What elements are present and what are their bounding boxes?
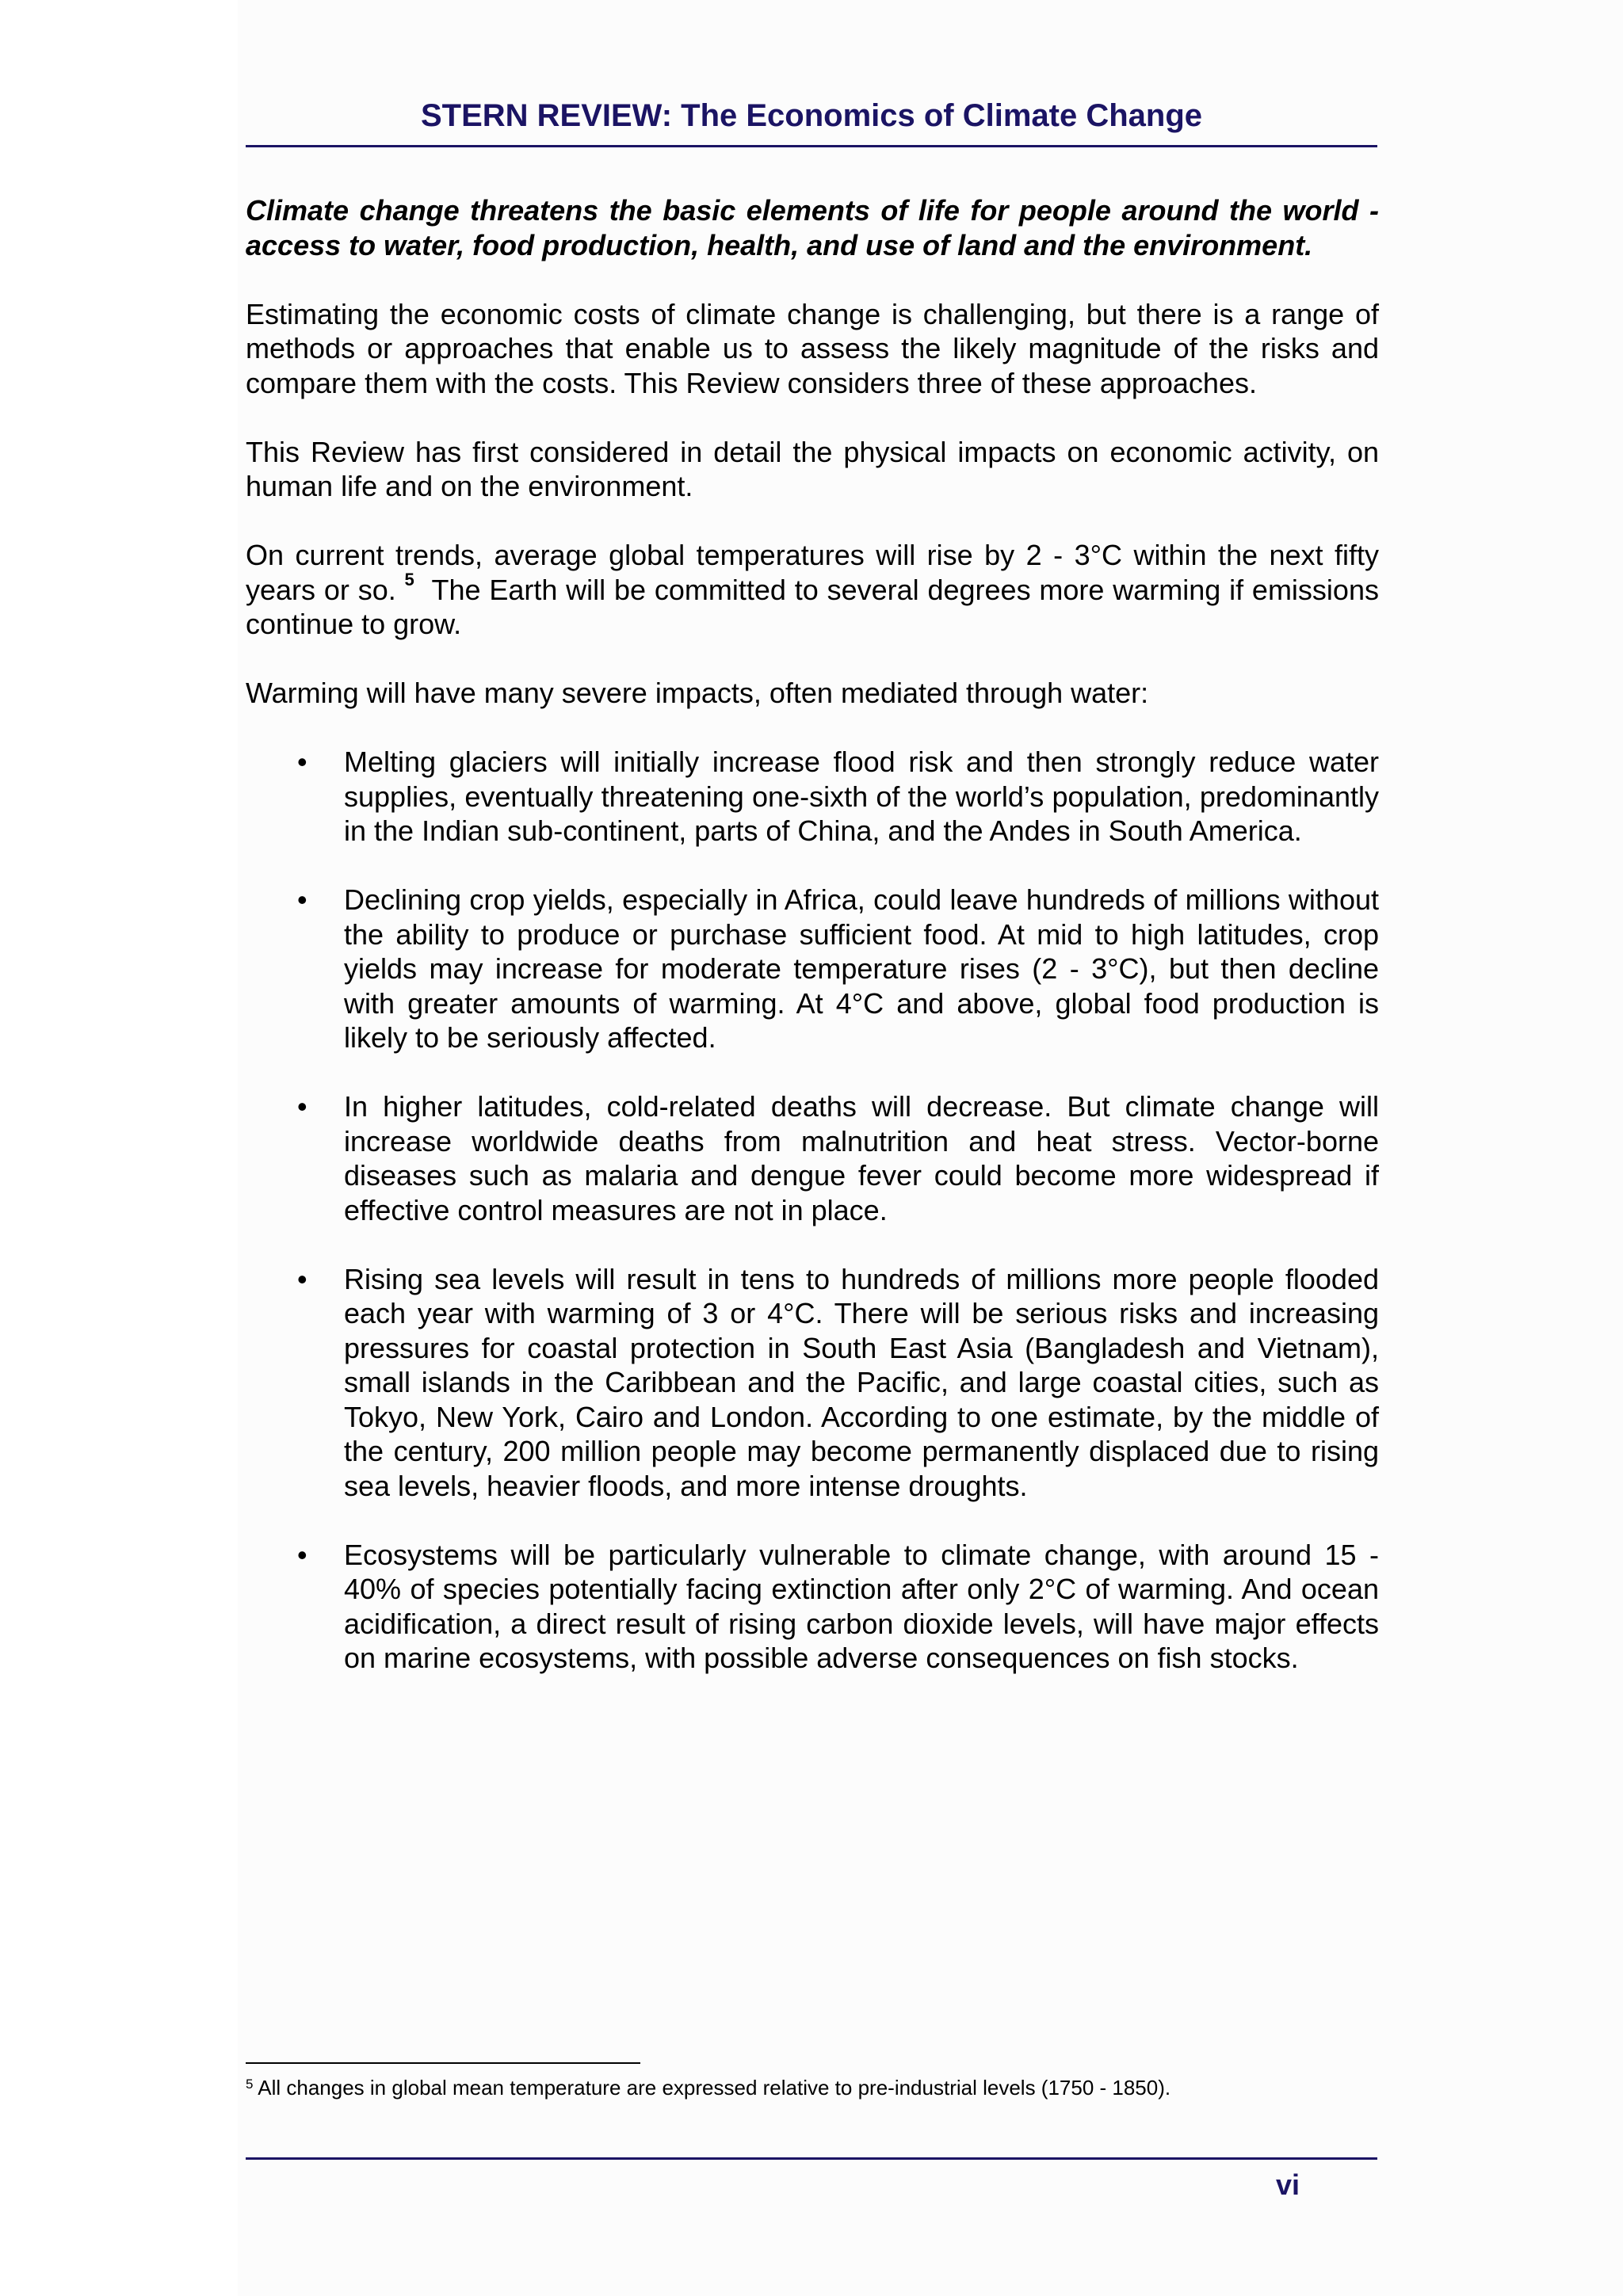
footnote (246, 2074, 1379, 2101)
footnote-reference[interactable]: 5 (404, 569, 414, 589)
bullet-icon: • (297, 1538, 307, 1571)
list-item (246, 1089, 1379, 1227)
list-item-text: Declining crop yields, especially in Africa, could leave hundreds of millions without the ability to produce or purchase sufficient food. At mid to high latitudes, crop yields may increase for moderate temperature rises (2 - 3°C), but then decline with greater amounts of warming. At 4°C and above, global food production is likely to be seriously affected. (344, 883, 1379, 1054)
list-item (246, 745, 1379, 849)
bullet-icon: • (297, 883, 307, 916)
list-item-text: Rising sea levels will result in tens to hundreds of millions more people flooded each year with warming of 3 or 4°C. There will be serious risks and increasing pressures for coastal protection in South East Asia (Bangladesh and Vietnam), small islands in the Caribbean and the Pacific, and large coastal cities, such as Tokyo, New York, Cairo and London. According to one estimate, by the middle of the century, 200 million people may become permanently displaced due to rising sea levels, heavier floods, and more intense droughts. (344, 1262, 1379, 1502)
list-item-text: Ecosystems will be particularly vulnerable to climate change, with around 15 - 40% of species potentially facing extinction after only 2°C of warming. And ocean acidification, a direct result of rising carbon dioxide levels, will have major effects on marine ecosystems, with possible adverse consequences on fish stocks. (344, 1538, 1379, 1674)
list-item (246, 1262, 1379, 1504)
header-rule (246, 145, 1377, 147)
page-number: vi (1275, 2168, 1300, 2201)
temperature-trends-text: On current trends, average global temperatures will rise by 2 - 3°C within the next fifty years or so. (246, 539, 1379, 606)
page-header-title: STERN REVIEW: The Economics of Climate Change (420, 98, 1203, 133)
footnote-separator (246, 2062, 640, 2064)
temperature-trends-text-continued: The Earth will be committed to several degrees more warming if emissions continue to grow. (246, 573, 1379, 640)
list-item-text: In higher latitudes, cold-related deaths will decrease. But climate change will increase worldwide deaths from malnutrition and heat stress. Vector-borne diseases such as malaria and dengue fever could become more widespread if effective control measures are not in place. (344, 1090, 1379, 1226)
list-item-text: Melting glaciers will initially increase flood risk and then strongly reduce water supplies, eventually threatening one-sixth of the world’s population, predominantly in the Indian sub-continent, parts of China, and the Andes in South America. (344, 746, 1379, 847)
paragraph-temperature-trends (246, 538, 1379, 642)
footnote-number: 5 (246, 2077, 254, 2092)
footer-rule (246, 2157, 1377, 2160)
list-item (246, 1538, 1379, 1676)
list-item (246, 883, 1379, 1055)
bullet-icon: • (297, 1262, 307, 1295)
main-content (246, 193, 1379, 1710)
intro-statement: Climate change threatens the basic elements of life for people around the world - access to water, food production, health, and use of land and the environment. (246, 194, 1379, 261)
footnote-text: All changes in global mean temperature are expressed relative to pre-industrial levels (1750 - 1850). (258, 2076, 1171, 2100)
bullet-icon: • (297, 1090, 307, 1123)
paragraph-methods: Estimating the economic costs of climate change is challenging, but there is a range of methods or approaches that enable us to assess the likely magnitude of the risks and compare them with the costs. This Review considers three of these approaches. (246, 297, 1379, 399)
paragraph-warming-impacts: Warming will have many severe impacts, often mediated through water: (246, 677, 1149, 709)
bullet-icon: • (297, 746, 307, 778)
paragraph-physical-impacts: This Review has first considered in detail the physical impacts on economic activity, on human life and on the environment. (246, 435, 1379, 502)
impacts-list (246, 745, 1379, 1676)
